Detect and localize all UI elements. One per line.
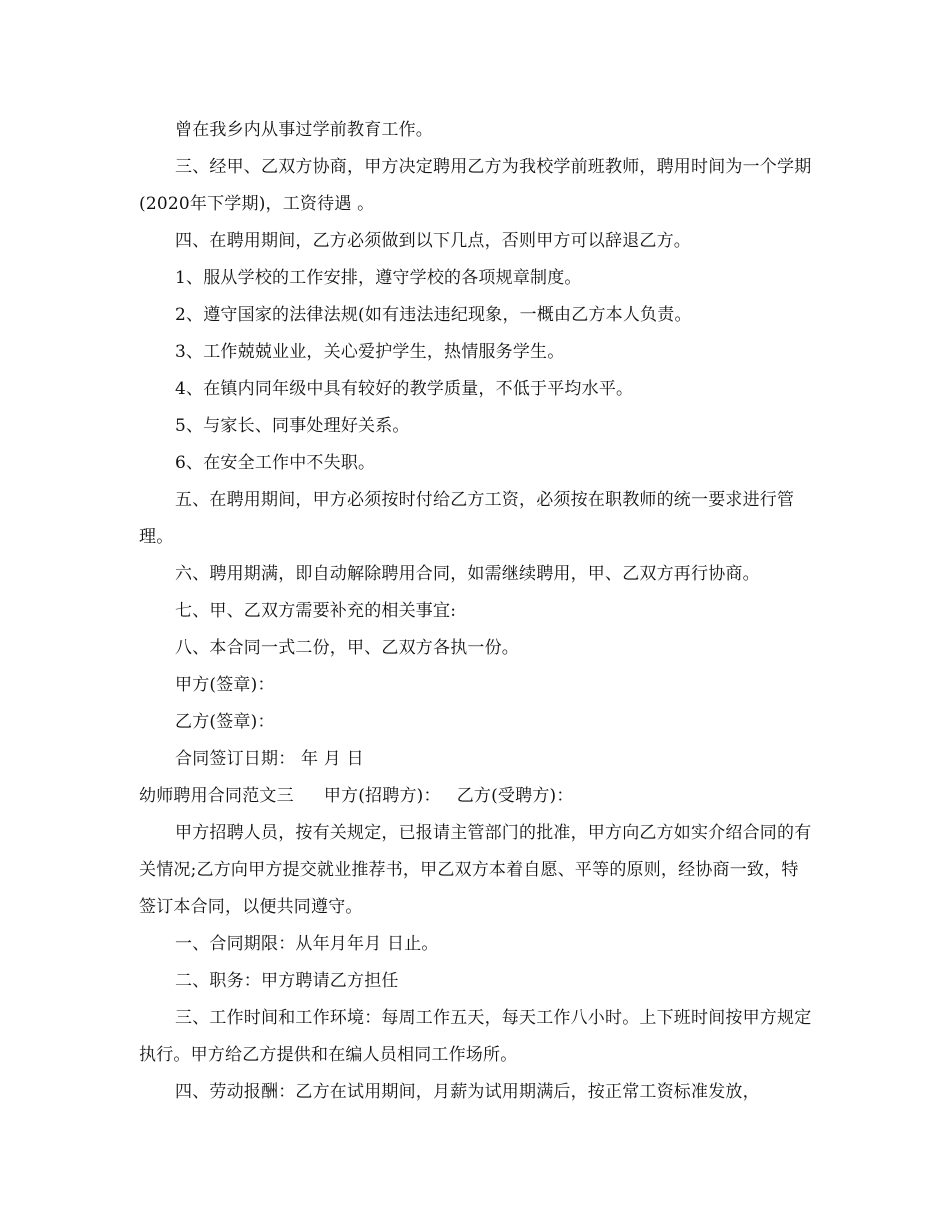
- signing-date: 合同签订日期： 年 月 日: [175, 749, 364, 769]
- paragraph: 三、经甲、乙双方协商，甲方决定聘用乙方为我校学前班教师，聘用时间为一个学期(2020年下学期)，工资待遇 。: [139, 157, 812, 214]
- party-b-label: 乙方(受聘方)：: [456, 786, 574, 806]
- paragraph: 一、合同期限：从年月年月 日止。: [175, 934, 439, 954]
- paragraph: 三、工作时间和工作环境：每周工作五天，每天工作八小时。上下班时间按甲方规定执行。甲方给乙方提供和在编人员相同工作场所。: [139, 1008, 812, 1065]
- list-item: 2、遵守国家的法律法规(如有违法违纪现象，一概由乙方本人负责。: [175, 305, 692, 325]
- list-item: 5、与家长、同事处理好关系。: [175, 416, 410, 436]
- list-item: 1、服从学校的工作安排，遵守学校的各项规章制度。: [175, 268, 582, 288]
- paragraph: 五、在聘用期间，甲方必须按时付给乙方工资，必须按在职教师的统一要求进行管理。: [139, 490, 795, 547]
- section-heading: [139, 778, 813, 815]
- signature-party-b: 乙方(签章)：: [175, 712, 275, 732]
- party-a-label: 甲方(招聘方)：: [323, 786, 441, 806]
- list-item: 6、在安全工作中不失职。: [175, 453, 376, 473]
- paragraph: 曾在我乡内从事过学前教育工作。: [175, 120, 433, 140]
- paragraph: 二、职务：甲方聘请乙方担任: [175, 971, 399, 991]
- section-title: 幼师聘用合同范文三: [139, 786, 294, 806]
- list-item: 3、工作兢兢业业，关心爱护学生，热情服务学生。: [175, 342, 565, 362]
- document-body: [139, 112, 813, 1111]
- paragraph: 七、甲、乙双方需要补充的相关事宜:: [175, 601, 457, 621]
- paragraph: 甲方招聘人员，按有关规定，已报请主管部门的批准，甲方向乙方如实介绍合同的有关情况;乙方向甲方提交就业推荐书，甲乙双方本着自愿、平等的原则，经协商一致，特签订本合同，以便共同遵守。: [139, 823, 812, 917]
- list-item: 4、在镇内同年级中具有较好的教学质量，不低于平均水平。: [175, 379, 634, 399]
- paragraph: 四、在聘用期间，乙方必须做到以下几点，否则甲方可以辞退乙方。: [175, 231, 691, 251]
- paragraph: 六、聘用期满，即自动解除聘用合同，如需继续聘用，甲、乙双方再行协商。: [175, 564, 760, 584]
- signature-party-a: 甲方(签章)：: [175, 675, 275, 695]
- paragraph: 八、本合同一式二份，甲、乙双方各执一份。: [175, 638, 519, 658]
- paragraph: 四、劳动报酬：乙方在试用期间，月薪为试用期满后，按正常工资标准发放，: [175, 1082, 760, 1102]
